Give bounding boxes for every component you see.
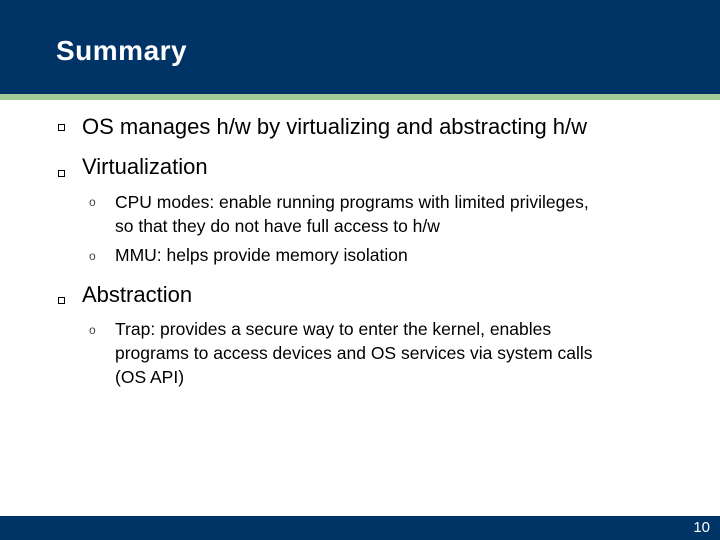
page-number: 10 [693,519,710,536]
sub-bullet-text [115,190,685,238]
bullet-text: Abstraction [82,282,193,307]
circle-bullet-icon: o [89,195,96,209]
bullet-text: OS manages h/w by virtualizing and abstracting h/w [82,114,588,139]
sub-bullet-line: programs to access devices and OS services via system calls [115,343,593,363]
sub-bullet-line: MMU: helps provide memory isolation [115,245,408,265]
circle-bullet-icon: o [89,249,96,263]
sub-bullet-text [115,317,685,389]
square-bullet-icon [58,124,65,131]
footer-bar [0,516,720,540]
sub-bullet-line: so that they do not have full access to h/w [115,216,440,236]
sub-bullet-line: (OS API) [115,367,185,387]
slide-title: Summary [56,35,188,66]
sub-bullet-line: CPU modes: enable running programs with limited privileges, [115,192,589,212]
sub-bullet-line: Trap: provides a secure way to enter the kernel, enables [115,319,552,339]
circle-bullet-icon: o [89,323,96,337]
bullet-text: Virtualization [82,154,208,179]
square-bullet-icon [58,170,65,177]
sub-bullet-text [115,243,685,267]
square-bullet-icon [58,297,65,304]
